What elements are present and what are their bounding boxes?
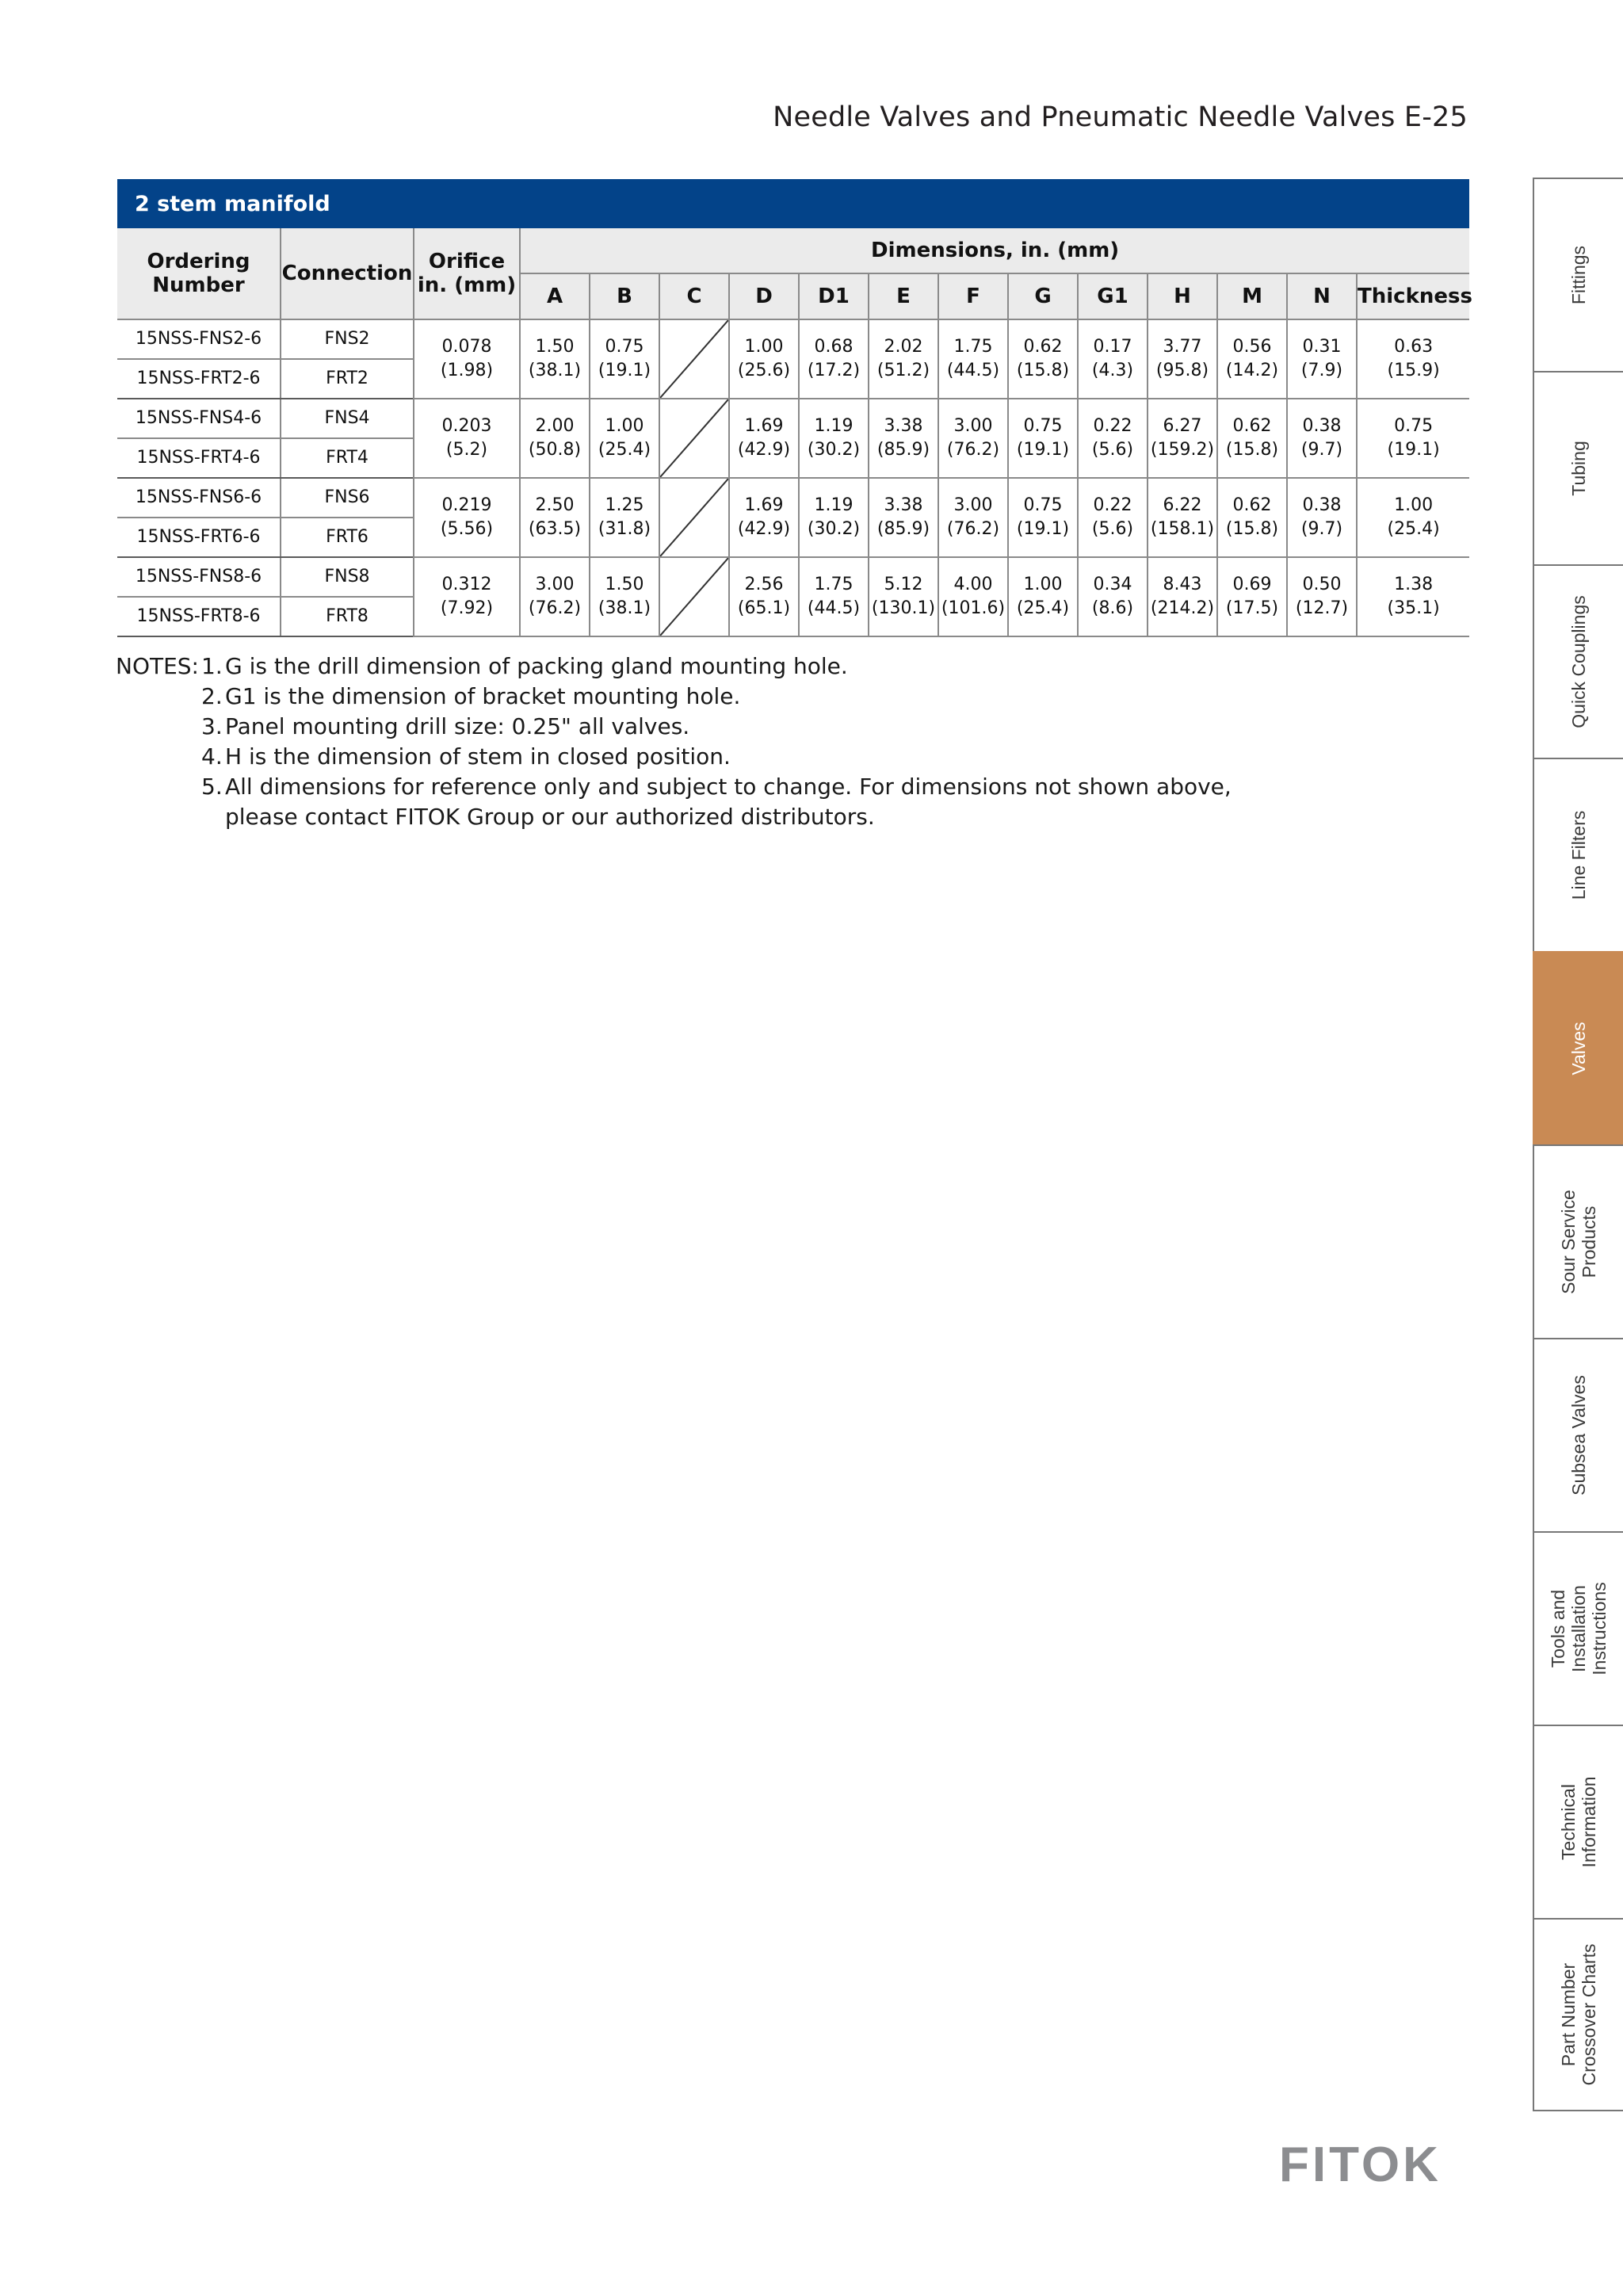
dim-e-cell (869, 557, 938, 636)
dim-d-cell (729, 557, 799, 636)
dim-g-cell-mm: (19.1) (1016, 440, 1070, 460)
dim-g-cell (1008, 478, 1078, 557)
side-tab-technical-information[interactable] (1533, 1725, 1623, 1918)
dim-f-cell-inch: 4.00 (953, 575, 993, 595)
orifice-cell-inch: 0.203 (441, 416, 492, 437)
dim-g1-cell (1078, 399, 1148, 478)
dim-a-cell-mm: (76.2) (528, 598, 582, 618)
dim-b-cell-mm: (31.8) (598, 519, 651, 539)
connection-cell: FNS4 (281, 399, 414, 438)
note-number: 5. (201, 774, 223, 800)
connection-cell: FRT4 (281, 438, 414, 478)
dim-a-cell (520, 399, 590, 478)
connection-cell: FNS8 (281, 557, 414, 597)
dim-b-cell (590, 557, 659, 636)
dim-g1-cell-inch: 0.34 (1093, 575, 1132, 595)
dim-d-cell-inch: 1.69 (744, 495, 784, 516)
dim-a-cell-mm: (38.1) (528, 361, 582, 380)
dim-n-cell (1287, 319, 1357, 399)
dim-d1-cell (799, 399, 869, 478)
dim-g-cell (1008, 319, 1078, 399)
diagonal-slash-icon (660, 558, 728, 636)
ordering-number-cell: 15NSS-FRT4-6 (117, 438, 281, 478)
dim-f-cell (938, 478, 1008, 557)
ordering-number-cell: 15NSS-FNS4-6 (117, 399, 281, 438)
dim-b-cell-inch: 0.75 (605, 337, 644, 357)
dim-d-cell-inch: 1.69 (744, 416, 784, 437)
dim-f-cell (938, 319, 1008, 399)
side-tab-sour-service-products[interactable] (1533, 1144, 1623, 1338)
dim-g-cell-inch: 1.00 (1023, 575, 1063, 595)
dim-d-cell-mm: (42.9) (737, 519, 791, 539)
dim-thickness-cell-mm: (25.4) (1387, 519, 1440, 539)
side-tab-label: Fittings (1568, 245, 1589, 305)
dim-e-cell-inch: 3.38 (884, 495, 923, 516)
note-number: 2. (201, 683, 223, 709)
dim-n-cell-inch: 0.38 (1302, 495, 1342, 516)
header-dim-g: G (1008, 273, 1078, 319)
dim-h-cell-inch: 8.43 (1163, 575, 1202, 595)
dim-a-cell (520, 557, 590, 636)
side-tab-tubing[interactable] (1533, 371, 1623, 564)
header-dim-m: M (1217, 273, 1287, 319)
diagonal-slash-icon (660, 479, 728, 556)
dim-b-cell (590, 399, 659, 478)
dim-h-cell-mm: (214.2) (1150, 598, 1215, 618)
dim-d1-cell-mm: (30.2) (807, 519, 861, 539)
note-text: H is the dimension of stem in closed position. (225, 743, 731, 770)
note-number: 3. (201, 713, 223, 739)
dim-h-cell-inch: 6.22 (1163, 495, 1202, 516)
header-dim-d: D (729, 273, 799, 319)
table-title: 2 stem manifold (117, 180, 1469, 227)
ordering-number-cell: 15NSS-FNS6-6 (117, 478, 281, 518)
dim-d1-cell-inch: 0.68 (814, 337, 854, 357)
dim-c-not-applicable (659, 557, 729, 636)
dim-g-cell-mm: (19.1) (1016, 519, 1070, 539)
dim-f-cell-inch: 3.00 (953, 416, 993, 437)
side-tab-label: Quick Couplings (1568, 595, 1589, 728)
dim-b-cell-mm: (25.4) (598, 440, 651, 460)
header-dim-n: N (1287, 273, 1357, 319)
dim-f-cell-mm: (101.6) (941, 598, 1006, 618)
diagonal-slash-icon (660, 399, 728, 477)
dim-d-cell-mm: (65.1) (737, 598, 791, 618)
dim-e-cell (869, 399, 938, 478)
side-tab-label: Valves (1568, 1022, 1589, 1075)
dim-n-cell-mm: (9.7) (1300, 440, 1343, 460)
dim-d-cell (729, 319, 799, 399)
dim-thickness-cell-inch: 0.75 (1394, 416, 1434, 437)
dim-n-cell (1287, 478, 1357, 557)
header-dim-a: A (520, 273, 590, 319)
header-ordering-number: Ordering Number (117, 227, 281, 319)
ordering-number-cell: 15NSS-FNS8-6 (117, 557, 281, 597)
dim-g-cell (1008, 399, 1078, 478)
dim-h-cell (1148, 557, 1217, 636)
dim-g-cell-inch: 0.62 (1023, 337, 1063, 357)
dim-m-cell (1217, 319, 1287, 399)
dim-c-not-applicable (659, 399, 729, 478)
dim-thickness-cell (1357, 399, 1469, 478)
side-tab-label: Tubing (1568, 441, 1589, 496)
dim-e-cell (869, 478, 938, 557)
dim-g1-cell-inch: 0.22 (1093, 495, 1132, 516)
header-orifice: Orifice in. (mm) (414, 227, 520, 319)
dim-g1-cell-inch: 0.22 (1093, 416, 1132, 437)
dim-m-cell-inch: 0.69 (1232, 575, 1272, 595)
notes-list (201, 651, 1311, 832)
dim-h-cell-mm: (95.8) (1155, 361, 1209, 380)
dim-f-cell-mm: (76.2) (946, 440, 1000, 460)
side-tab-subsea-valves[interactable] (1533, 1338, 1623, 1531)
side-tab-label: Line Filters (1568, 810, 1589, 900)
dim-g-cell-mm: (25.4) (1016, 598, 1070, 618)
dim-c-not-applicable (659, 478, 729, 557)
dim-m-cell (1217, 399, 1287, 478)
dim-a-cell-inch: 2.00 (535, 416, 575, 437)
header-dim-thickness: Thickness (1357, 273, 1469, 319)
dim-n-cell-mm: (9.7) (1300, 519, 1343, 539)
dim-h-cell-inch: 6.27 (1163, 416, 1202, 437)
dim-thickness-cell (1357, 319, 1469, 399)
header-dim-g1: G1 (1078, 273, 1148, 319)
dim-b-cell (590, 319, 659, 399)
ordering-number-cell: 15NSS-FNS2-6 (117, 319, 281, 359)
dim-b-cell-mm: (38.1) (598, 598, 651, 618)
side-tab-label: Sour Service Products (1558, 1190, 1599, 1294)
orifice-cell (414, 478, 520, 557)
orifice-cell-inch: 0.219 (441, 495, 492, 516)
header-dim-b: B (590, 273, 659, 319)
diagonal-slash-icon (660, 320, 728, 398)
connection-cell: FRT2 (281, 359, 414, 399)
dim-d-cell-inch: 2.56 (744, 575, 784, 595)
dim-h-cell (1148, 319, 1217, 399)
note-text: G1 is the dimension of bracket mounting hole. (225, 683, 741, 709)
dim-thickness-cell-inch: 1.00 (1394, 495, 1434, 516)
dim-d-cell-inch: 1.00 (744, 337, 784, 357)
notes-lead: NOTES: (116, 653, 199, 679)
note-text: Panel mounting drill size: 0.25" all valves. (225, 713, 690, 739)
dim-a-cell (520, 319, 590, 399)
table-row (117, 557, 1469, 597)
note-item (201, 712, 1311, 742)
dim-b-cell (590, 478, 659, 557)
dim-f-cell-inch: 1.75 (953, 337, 993, 357)
note-number: 4. (201, 743, 223, 770)
dim-e-cell-inch: 3.38 (884, 416, 923, 437)
connection-cell: FRT8 (281, 597, 414, 636)
dim-f-cell-inch: 3.00 (953, 495, 993, 516)
dim-g-cell-mm: (15.8) (1016, 361, 1070, 380)
dim-n-cell (1287, 557, 1357, 636)
dim-h-cell (1148, 478, 1217, 557)
dim-d1-cell-inch: 1.19 (814, 416, 854, 437)
dim-c-not-applicable (659, 319, 729, 399)
side-tab-fittings[interactable] (1533, 178, 1623, 371)
dim-h-cell (1148, 399, 1217, 478)
dim-d1-cell-mm: (44.5) (807, 598, 861, 618)
note-item (201, 772, 1311, 832)
dim-e-cell-mm: (51.2) (876, 361, 930, 380)
header-dim-e: E (869, 273, 938, 319)
dim-e-cell-mm: (85.9) (876, 440, 930, 460)
side-tab-label: Subsea Valves (1568, 1375, 1589, 1496)
ordering-number-cell: 15NSS-FRT2-6 (117, 359, 281, 399)
orifice-cell (414, 399, 520, 478)
header-dim-f: F (938, 273, 1008, 319)
connection-cell: FNS2 (281, 319, 414, 359)
dim-b-cell-inch: 1.50 (605, 575, 644, 595)
dim-f-cell (938, 557, 1008, 636)
dim-m-cell (1217, 557, 1287, 636)
dim-n-cell (1287, 399, 1357, 478)
dim-a-cell (520, 478, 590, 557)
dim-d1-cell-mm: (30.2) (807, 440, 861, 460)
note-number: 1. (201, 653, 223, 679)
orifice-cell-inch: 0.078 (441, 337, 492, 357)
dim-e-cell-mm: (130.1) (871, 598, 936, 618)
dim-m-cell-mm: (15.8) (1225, 519, 1279, 539)
header-dimensions: Dimensions, in. (mm) (520, 227, 1469, 273)
side-tab-label: Technical Information (1558, 1776, 1599, 1868)
note-item (201, 742, 1311, 772)
connection-cell: FRT6 (281, 518, 414, 557)
side-tab-tools-installation[interactable] (1533, 1531, 1623, 1725)
header-dim-d1: D1 (799, 273, 869, 319)
dim-n-cell-inch: 0.31 (1302, 337, 1342, 357)
header-dim-h: H (1148, 273, 1217, 319)
dim-b-cell-inch: 1.25 (605, 495, 644, 516)
dim-thickness-cell-mm: (15.9) (1387, 361, 1440, 380)
dim-n-cell-inch: 0.50 (1302, 575, 1342, 595)
note-item (201, 651, 1311, 682)
dim-d-cell-mm: (42.9) (737, 440, 791, 460)
note-text: G is the drill dimension of packing gland mounting hole. (225, 653, 848, 679)
dim-f-cell-mm: (44.5) (946, 361, 1000, 380)
note-text: All dimensions for reference only and subject to change. For dimensions not shown above, please contact FITOK Group or our authorized distributors. (225, 774, 1232, 830)
dim-b-cell-mm: (19.1) (598, 361, 651, 380)
dim-d1-cell (799, 557, 869, 636)
dim-d1-cell-inch: 1.19 (814, 495, 854, 516)
dim-n-cell-mm: (7.9) (1300, 361, 1343, 380)
manifold-spec-table (117, 179, 1472, 637)
dim-g1-cell-mm: (5.6) (1091, 440, 1134, 460)
dim-f-cell-mm: (76.2) (946, 519, 1000, 539)
side-tab-label: Tools and Installation Instructions (1548, 1582, 1610, 1675)
dim-a-cell-mm: (63.5) (528, 519, 582, 539)
header-dim-c: C (659, 273, 729, 319)
side-tab-line-filters[interactable] (1533, 758, 1623, 951)
dim-m-cell-mm: (17.5) (1225, 598, 1279, 618)
dim-d1-cell-inch: 1.75 (814, 575, 854, 595)
dim-g-cell-inch: 0.75 (1023, 416, 1063, 437)
dim-a-cell-mm: (50.8) (528, 440, 582, 460)
ordering-number-cell: 15NSS-FRT8-6 (117, 597, 281, 636)
dim-d1-cell (799, 478, 869, 557)
dim-h-cell-mm: (158.1) (1150, 519, 1215, 539)
dim-e-cell-mm: (85.9) (876, 519, 930, 539)
dim-g1-cell-mm: (4.3) (1091, 361, 1134, 380)
side-tab-part-number-crossover[interactable] (1533, 1918, 1623, 2111)
dim-g1-cell-inch: 0.17 (1093, 337, 1132, 357)
orifice-cell-inch: 0.312 (441, 575, 492, 595)
dim-thickness-cell-mm: (35.1) (1387, 598, 1440, 618)
dim-f-cell (938, 399, 1008, 478)
note-item (201, 682, 1311, 712)
dim-thickness-cell-inch: 0.63 (1394, 337, 1434, 357)
dim-d1-cell (799, 319, 869, 399)
header-connection: Connection (281, 227, 414, 319)
table-row (117, 319, 1469, 359)
fitok-logo: FITOK (1279, 2137, 1442, 2192)
dim-d-cell (729, 478, 799, 557)
dim-a-cell-inch: 1.50 (535, 337, 575, 357)
dim-d-cell (729, 399, 799, 478)
dim-thickness-cell (1357, 478, 1469, 557)
orifice-cell-mm: (5.56) (440, 519, 494, 539)
dim-m-cell (1217, 478, 1287, 557)
section-tabs (1533, 178, 1623, 2111)
side-tab-quick-couplings[interactable] (1533, 564, 1623, 758)
dim-h-cell-inch: 3.77 (1163, 337, 1202, 357)
ordering-number-cell: 15NSS-FRT6-6 (117, 518, 281, 557)
dim-g1-cell (1078, 557, 1148, 636)
dim-m-cell-inch: 0.56 (1232, 337, 1272, 357)
dim-thickness-cell-mm: (19.1) (1387, 440, 1440, 460)
orifice-cell (414, 557, 520, 636)
dim-d-cell-mm: (25.6) (737, 361, 791, 380)
side-tab-label: Part Number Crossover Charts (1558, 1943, 1599, 2086)
dim-g1-cell (1078, 319, 1148, 399)
dim-e-cell (869, 319, 938, 399)
dim-g1-cell-mm: (8.6) (1091, 598, 1134, 618)
dim-m-cell-inch: 0.62 (1232, 416, 1272, 437)
orifice-cell-mm: (5.2) (445, 440, 488, 460)
table-row (117, 478, 1469, 518)
table-row (117, 399, 1469, 438)
dim-h-cell-mm: (159.2) (1150, 440, 1215, 460)
dim-g-cell (1008, 557, 1078, 636)
dim-thickness-cell (1357, 557, 1469, 636)
dim-e-cell-inch: 5.12 (884, 575, 923, 595)
dim-g1-cell-mm: (5.6) (1091, 519, 1134, 539)
dim-a-cell-inch: 3.00 (535, 575, 575, 595)
dim-e-cell-inch: 2.02 (884, 337, 923, 357)
side-tab-valves[interactable] (1533, 951, 1623, 1144)
orifice-cell-mm: (1.98) (440, 361, 494, 380)
dim-b-cell-inch: 1.00 (605, 416, 644, 437)
orifice-cell-mm: (7.92) (440, 598, 494, 618)
dim-g-cell-inch: 0.75 (1023, 495, 1063, 516)
dim-m-cell-mm: (15.8) (1225, 440, 1279, 460)
dim-n-cell-mm: (12.7) (1295, 598, 1349, 618)
dim-n-cell-inch: 0.38 (1302, 416, 1342, 437)
connection-cell: FNS6 (281, 478, 414, 518)
dim-thickness-cell-inch: 1.38 (1394, 575, 1434, 595)
dim-m-cell-mm: (14.2) (1225, 361, 1279, 380)
dim-m-cell-inch: 0.62 (1232, 495, 1272, 516)
page-header: Needle Valves and Pneumatic Needle Valves E-25 (773, 101, 1468, 133)
dim-a-cell-inch: 2.50 (535, 495, 575, 516)
dim-g1-cell (1078, 478, 1148, 557)
dim-d1-cell-mm: (17.2) (807, 361, 861, 380)
orifice-cell (414, 319, 520, 399)
